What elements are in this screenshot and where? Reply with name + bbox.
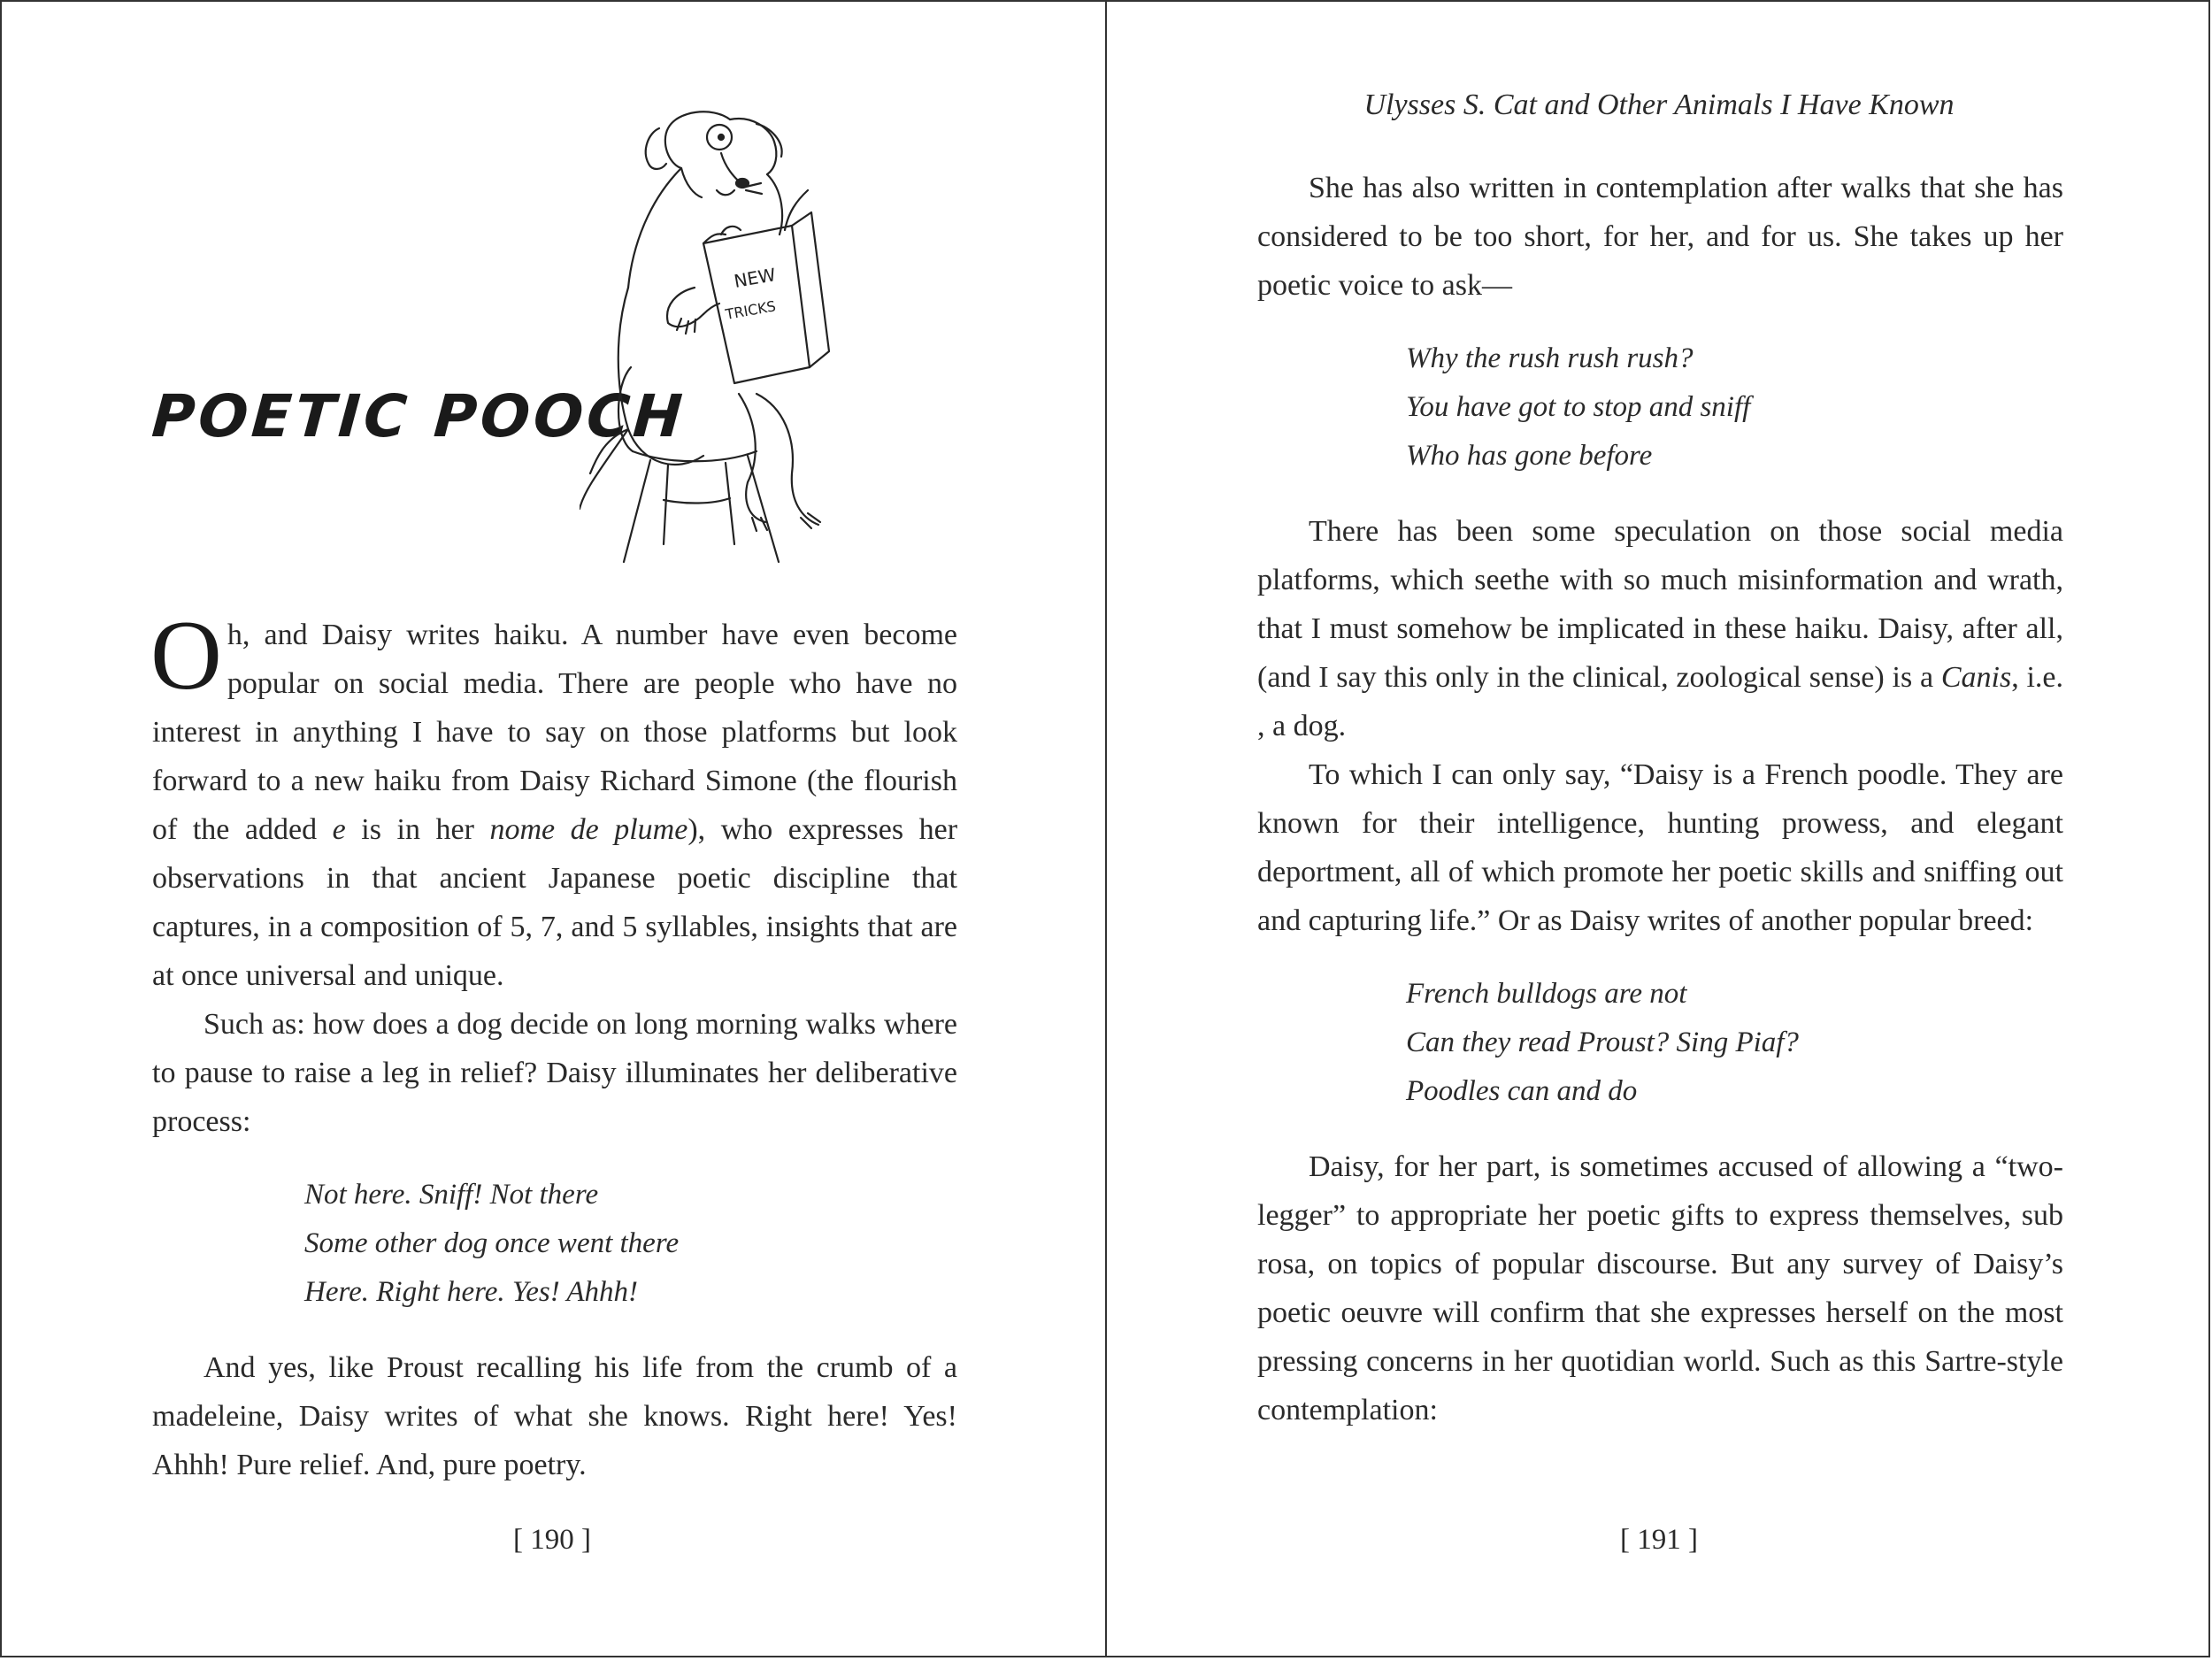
left-page <box>0 0 1104 1657</box>
chapter-title: POETIC POOCH <box>150 382 688 450</box>
haiku <box>152 1171 957 1317</box>
haiku-line: Why the rush rush rush? <box>1406 342 1694 374</box>
right-body-text <box>1257 164 2063 1434</box>
svg-text:NEW: NEW <box>732 264 778 292</box>
left-body-text <box>150 601 958 1489</box>
drop-cap: O <box>150 601 222 711</box>
haiku-line: Some other dog once went there <box>304 1227 680 1259</box>
paragraph: There has been some speculation on those social media platforms, which seethe with so much misinformation and wrath, that I must somehow be implicated in these haiku. Daisy, after all, (and I say this only in the clinical, zoological sense) is a Canis, i.e. , a dog. <box>1257 515 2063 742</box>
paragraph: Daisy, for her part, is sometimes accused of allowing a “two-legger” to appropriate her poetic gifts to express themselves, sub rosa, on topics of popular discourse. But any survey of Daisy’s poetic oeuvre will confirm that she expresses herself on the most pressing concerns in her quotidian world. Such as this Sartre-style contemplation: <box>1257 1150 2063 1426</box>
paragraph: She has also written in contemplation after walks that she has considered to be too short, for her, and for us. She takes up her poetic voice to ask— <box>1257 172 2063 302</box>
right-page <box>1107 0 2211 1657</box>
svg-text:TRICKS: TRICKS <box>724 297 778 323</box>
haiku-line: French bulldogs are not <box>1406 978 1687 1010</box>
running-head: Ulysses S. Cat and Other Animals I Have Known <box>1363 88 1955 121</box>
paragraph: Such as: how does a dog decide on long morning walks where to pause to raise a leg in relief? Daisy illuminates her deliberative process: <box>152 1008 957 1138</box>
haiku-line: Here. Right here. Yes! Ahhh! <box>304 1276 639 1308</box>
paragraph: And yes, like Proust recalling his life from the crumb of a madeleine, Daisy writes of what she knows. Right here! Yes! Ahhh! Pure relief. And, pure poetry. <box>152 1351 957 1481</box>
paragraph: Oh, and Daisy writes haiku. A number have even become popular on social media. There are people who have no interest in anything I have to say on those platforms but look forward to a new haiku from Daisy Richard Simone (the flourish of the added e is in her nome de plume), who expresses her observations in that ancient Japanese poetic discipline that captures, in a composition of 5, 7, and 5 syllables, insights that are at once universal and unique. <box>150 601 958 992</box>
haiku <box>1257 970 2063 1116</box>
dog-reading-book-icon <box>580 102 898 615</box>
haiku-line: Poodles can and do <box>1406 1075 1638 1107</box>
haiku-line: Who has gone before <box>1406 440 1653 472</box>
haiku-line: Can they read Proust? Sing Piaf? <box>1406 1027 1799 1058</box>
page-number: [ 190 ] <box>513 1524 591 1556</box>
page-number: [ 191 ] <box>1620 1524 1698 1556</box>
haiku-line: You have got to stop and sniff <box>1406 391 1751 423</box>
haiku-line: Not here. Sniff! Not there <box>304 1179 599 1211</box>
paragraph: To which I can only say, “Daisy is a French poodle. They are known for their intelligence, hunting prowess, and elegant deportment, all of which promote her poetic skills and sniffing out and capturing life.” Or as Daisy writes of another popular breed: <box>1257 758 2063 937</box>
haiku <box>1257 335 2063 481</box>
